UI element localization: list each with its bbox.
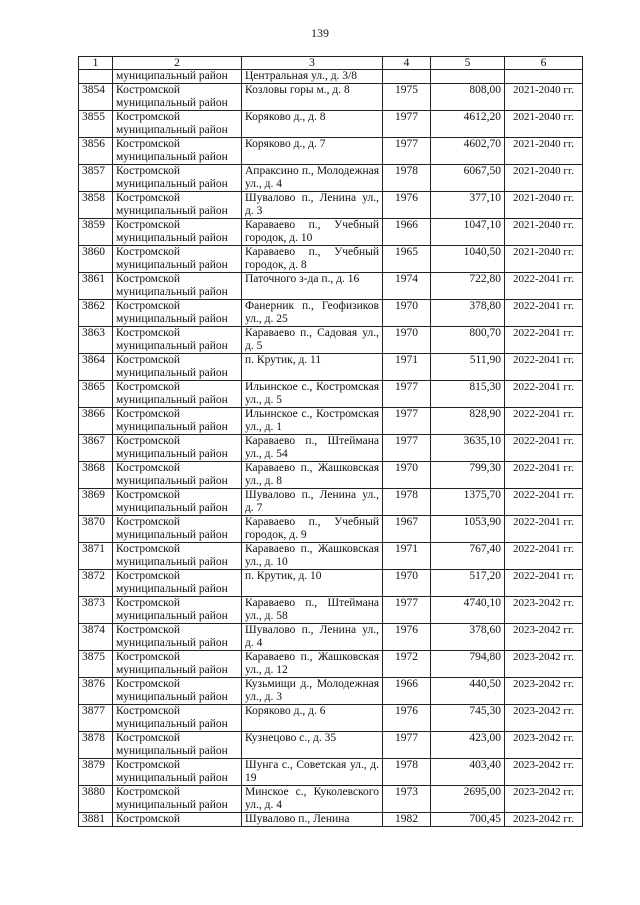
table-row bbox=[79, 705, 583, 732]
cell-number: 3864 bbox=[79, 354, 113, 381]
cell-district: Костромской муниципальный район bbox=[113, 273, 242, 300]
cell-year: 1971 bbox=[383, 543, 431, 570]
cell-period: 2023-2042 гг. bbox=[505, 705, 583, 732]
column-number-row bbox=[79, 57, 583, 70]
cell-address: Коряково д., д. 8 bbox=[242, 111, 383, 138]
cell-area: 2695,00 bbox=[431, 786, 505, 813]
cell-address: Фанерник п., Геофизиков ул., д. 25 bbox=[242, 300, 383, 327]
cell-area: 722,80 bbox=[431, 273, 505, 300]
table-row bbox=[79, 489, 583, 516]
cell-number: 3874 bbox=[79, 624, 113, 651]
cell-address: п. Крутик, д. 11 bbox=[242, 354, 383, 381]
cell-district: Костромской муниципальный район bbox=[113, 732, 242, 759]
cell-period: 2022-2041 гг. bbox=[505, 462, 583, 489]
table-row bbox=[79, 813, 583, 827]
table-row bbox=[79, 84, 583, 111]
cell-period: 2022-2041 гг. bbox=[505, 300, 583, 327]
cell-year: 1976 bbox=[383, 705, 431, 732]
cell-year: 1972 bbox=[383, 651, 431, 678]
cell-address: Караваево п., Жашковская ул., д. 8 bbox=[242, 462, 383, 489]
cell-area: 3635,10 bbox=[431, 435, 505, 462]
cell-period bbox=[505, 70, 583, 84]
column-header-1: 1 bbox=[79, 57, 113, 70]
cell-area: 800,70 bbox=[431, 327, 505, 354]
column-header-6: 6 bbox=[505, 57, 583, 70]
cell-number: 3881 bbox=[79, 813, 113, 827]
cell-address: Караваево п., Жашковская ул., д. 12 bbox=[242, 651, 383, 678]
cell-address: Караваево п., Учебный городок, д. 10 bbox=[242, 219, 383, 246]
cell-district: Костромской муниципальный район bbox=[113, 327, 242, 354]
cell-address: Караваево п., Штеймана ул., д. 58 bbox=[242, 597, 383, 624]
cell-year: 1966 bbox=[383, 678, 431, 705]
table-row bbox=[79, 678, 583, 705]
cell-number: 3854 bbox=[79, 84, 113, 111]
cell-year: 1970 bbox=[383, 300, 431, 327]
cell-district: Костромской муниципальный район bbox=[113, 381, 242, 408]
cell-area: 6067,50 bbox=[431, 165, 505, 192]
cell-year: 1976 bbox=[383, 192, 431, 219]
cell-period: 2023-2042 гг. bbox=[505, 651, 583, 678]
cell-number: 3869 bbox=[79, 489, 113, 516]
table-row bbox=[79, 246, 583, 273]
cell-year: 1975 bbox=[383, 84, 431, 111]
cell-year: 1977 bbox=[383, 408, 431, 435]
cell-address: Центральная ул., д. 3/8 bbox=[242, 70, 383, 84]
cell-address: Коряково д., д. 7 bbox=[242, 138, 383, 165]
cell-year: 1977 bbox=[383, 381, 431, 408]
cell-period: 2023-2042 гг. bbox=[505, 732, 583, 759]
table-row bbox=[79, 111, 583, 138]
cell-number: 3857 bbox=[79, 165, 113, 192]
cell-address: Козловы горы м., д. 8 bbox=[242, 84, 383, 111]
page-number: 139 bbox=[311, 26, 329, 40]
cell-area: 700,45 bbox=[431, 813, 505, 827]
cell-district: Костромской муниципальный район bbox=[113, 462, 242, 489]
cell-area: 815,30 bbox=[431, 381, 505, 408]
cell-period: 2022-2041 гг. bbox=[505, 381, 583, 408]
continuation-row bbox=[79, 70, 583, 84]
cell-address: Минское с., Куколевского ул., д. 4 bbox=[242, 786, 383, 813]
cell-area: 4612,20 bbox=[431, 111, 505, 138]
cell-address: Паточного з-да п., д. 16 bbox=[242, 273, 383, 300]
cell-area: 1047,10 bbox=[431, 219, 505, 246]
cell-district: Костромской муниципальный район bbox=[113, 759, 242, 786]
cell-period: 2023-2042 гг. bbox=[505, 624, 583, 651]
cell-number: 3860 bbox=[79, 246, 113, 273]
cell-number: 3858 bbox=[79, 192, 113, 219]
cell-address: Караваево п., Садовая ул., д. 5 bbox=[242, 327, 383, 354]
cell-number: 3878 bbox=[79, 732, 113, 759]
cell-district: Костромской муниципальный район bbox=[113, 165, 242, 192]
cell-period: 2022-2041 гг. bbox=[505, 408, 583, 435]
cell-period: 2022-2041 гг. bbox=[505, 489, 583, 516]
cell-district: муниципальный район bbox=[113, 70, 242, 84]
cell-period: 2023-2042 гг. bbox=[505, 678, 583, 705]
cell-number: 3877 bbox=[79, 705, 113, 732]
cell-area: 1375,70 bbox=[431, 489, 505, 516]
cell-period: 2022-2041 гг. bbox=[505, 543, 583, 570]
cell-district: Костромской муниципальный район bbox=[113, 786, 242, 813]
table-row bbox=[79, 300, 583, 327]
cell-number: 3871 bbox=[79, 543, 113, 570]
cell-area bbox=[431, 70, 505, 84]
cell-period: 2023-2042 гг. bbox=[505, 813, 583, 827]
cell-period: 2023-2042 гг. bbox=[505, 786, 583, 813]
table-row bbox=[79, 597, 583, 624]
cell-period: 2022-2041 гг. bbox=[505, 570, 583, 597]
cell-district: Костромской муниципальный район bbox=[113, 111, 242, 138]
cell-period: 2023-2042 гг. bbox=[505, 759, 583, 786]
cell-district: Костромской муниципальный район bbox=[113, 300, 242, 327]
cell-number: 3880 bbox=[79, 786, 113, 813]
cell-address: Караваево п., Штеймана ул., д. 54 bbox=[242, 435, 383, 462]
column-header-3: 3 bbox=[242, 57, 383, 70]
cell-number: 3868 bbox=[79, 462, 113, 489]
cell-number: 3856 bbox=[79, 138, 113, 165]
cell-area: 4602,70 bbox=[431, 138, 505, 165]
cell-district: Костромской муниципальный район bbox=[113, 624, 242, 651]
cell-address: Караваево п., Жашковская ул., д. 10 bbox=[242, 543, 383, 570]
table-row bbox=[79, 543, 583, 570]
cell-address: Шувалово п., Ленина ул., д. 4 bbox=[242, 624, 383, 651]
cell-area: 377,10 bbox=[431, 192, 505, 219]
cell-year: 1978 bbox=[383, 489, 431, 516]
cell-area: 378,80 bbox=[431, 300, 505, 327]
cell-area: 4740,10 bbox=[431, 597, 505, 624]
cell-period: 2022-2041 гг. bbox=[505, 327, 583, 354]
cell-address: Коряково д., д. 6 bbox=[242, 705, 383, 732]
cell-area: 511,90 bbox=[431, 354, 505, 381]
cell-year: 1978 bbox=[383, 759, 431, 786]
cell-district: Костромской муниципальный район bbox=[113, 597, 242, 624]
cell-year: 1966 bbox=[383, 219, 431, 246]
cell-district: Костромской муниципальный район bbox=[113, 516, 242, 543]
cell-year: 1965 bbox=[383, 246, 431, 273]
table-row bbox=[79, 759, 583, 786]
cell-year: 1977 bbox=[383, 435, 431, 462]
cell-district: Костромской муниципальный район bbox=[113, 570, 242, 597]
cell-area: 378,60 bbox=[431, 624, 505, 651]
cell-district: Костромской муниципальный район bbox=[113, 489, 242, 516]
table-row bbox=[79, 354, 583, 381]
cell-number: 3866 bbox=[79, 408, 113, 435]
cell-area: 828,90 bbox=[431, 408, 505, 435]
cell-number: 3870 bbox=[79, 516, 113, 543]
cell-period: 2021-2040 гг. bbox=[505, 246, 583, 273]
cell-period: 2022-2041 гг. bbox=[505, 435, 583, 462]
table-row bbox=[79, 273, 583, 300]
cell-address: Караваево п., Учебный городок, д. 8 bbox=[242, 246, 383, 273]
cell-year: 1974 bbox=[383, 273, 431, 300]
cell-year bbox=[383, 70, 431, 84]
cell-period: 2021-2040 гг. bbox=[505, 219, 583, 246]
cell-number: 3875 bbox=[79, 651, 113, 678]
table-row bbox=[79, 435, 583, 462]
table-row bbox=[79, 408, 583, 435]
cell-district: Костромской муниципальный район bbox=[113, 246, 242, 273]
cell-district: Костромской муниципальный район bbox=[113, 543, 242, 570]
cell-number bbox=[79, 70, 113, 84]
cell-number: 3863 bbox=[79, 327, 113, 354]
cell-area: 440,50 bbox=[431, 678, 505, 705]
table-row bbox=[79, 381, 583, 408]
cell-number: 3865 bbox=[79, 381, 113, 408]
cell-district: Костромской муниципальный район bbox=[113, 219, 242, 246]
cell-area: 808,00 bbox=[431, 84, 505, 111]
column-header-2: 2 bbox=[113, 57, 242, 70]
cell-number: 3873 bbox=[79, 597, 113, 624]
cell-year: 1977 bbox=[383, 597, 431, 624]
cell-district: Костромской муниципальный район bbox=[113, 678, 242, 705]
cell-year: 1970 bbox=[383, 327, 431, 354]
table-row bbox=[79, 327, 583, 354]
cell-address: Караваево п., Учебный городок, д. 9 bbox=[242, 516, 383, 543]
cell-district: Костромской муниципальный район bbox=[113, 354, 242, 381]
column-header-5: 5 bbox=[431, 57, 505, 70]
cell-number: 3862 bbox=[79, 300, 113, 327]
column-header-4: 4 bbox=[383, 57, 431, 70]
cell-year: 1973 bbox=[383, 786, 431, 813]
cell-address: Апраксино п., Молодежная ул., д. 4 bbox=[242, 165, 383, 192]
cell-number: 3872 bbox=[79, 570, 113, 597]
cell-area: 1040,50 bbox=[431, 246, 505, 273]
table-row bbox=[79, 516, 583, 543]
cell-address: Шувалово п., Ленина bbox=[242, 813, 383, 827]
cell-area: 403,40 bbox=[431, 759, 505, 786]
cell-year: 1977 bbox=[383, 138, 431, 165]
table-row bbox=[79, 138, 583, 165]
cell-period: 2022-2041 гг. bbox=[505, 273, 583, 300]
cell-district: Костромской муниципальный район bbox=[113, 138, 242, 165]
cell-period: 2023-2042 гг. bbox=[505, 597, 583, 624]
cell-number: 3859 bbox=[79, 219, 113, 246]
cell-period: 2022-2041 гг. bbox=[505, 354, 583, 381]
table-row bbox=[79, 732, 583, 759]
cell-address: Ильинское с., Костромская ул., д. 1 bbox=[242, 408, 383, 435]
cell-area: 794,80 bbox=[431, 651, 505, 678]
cell-year: 1978 bbox=[383, 165, 431, 192]
cell-period: 2022-2041 гг. bbox=[505, 516, 583, 543]
cell-year: 1977 bbox=[383, 732, 431, 759]
cell-area: 423,00 bbox=[431, 732, 505, 759]
cell-period: 2021-2040 гг. bbox=[505, 192, 583, 219]
cell-period: 2021-2040 гг. bbox=[505, 165, 583, 192]
cell-address: Кузьмищи д., Молодежная ул., д. 3 bbox=[242, 678, 383, 705]
housing-registry-table bbox=[78, 56, 583, 827]
table-row bbox=[79, 462, 583, 489]
cell-area: 799,30 bbox=[431, 462, 505, 489]
cell-address: п. Крутик, д. 10 bbox=[242, 570, 383, 597]
cell-number: 3867 bbox=[79, 435, 113, 462]
cell-period: 2021-2040 гг. bbox=[505, 111, 583, 138]
cell-district: Костромской муниципальный район bbox=[113, 705, 242, 732]
table-row bbox=[79, 219, 583, 246]
table-row bbox=[79, 192, 583, 219]
cell-period: 2021-2040 гг. bbox=[505, 138, 583, 165]
cell-address: Шунга с., Советская ул., д. 19 bbox=[242, 759, 383, 786]
cell-year: 1976 bbox=[383, 624, 431, 651]
table-row bbox=[79, 624, 583, 651]
cell-district: Костромской муниципальный район bbox=[113, 408, 242, 435]
table-row bbox=[79, 165, 583, 192]
cell-year: 1982 bbox=[383, 813, 431, 827]
cell-number: 3879 bbox=[79, 759, 113, 786]
cell-number: 3876 bbox=[79, 678, 113, 705]
cell-number: 3855 bbox=[79, 111, 113, 138]
cell-district: Костромской муниципальный район bbox=[113, 84, 242, 111]
cell-year: 1970 bbox=[383, 570, 431, 597]
cell-number: 3861 bbox=[79, 273, 113, 300]
cell-district: Костромской муниципальный район bbox=[113, 435, 242, 462]
cell-period: 2021-2040 гг. bbox=[505, 84, 583, 111]
cell-address: Кузнецово с., д. 35 bbox=[242, 732, 383, 759]
cell-area: 745,30 bbox=[431, 705, 505, 732]
cell-district: Костромской муниципальный район bbox=[113, 192, 242, 219]
cell-year: 1970 bbox=[383, 462, 431, 489]
cell-district: Костромской bbox=[113, 813, 242, 827]
cell-area: 517,20 bbox=[431, 570, 505, 597]
cell-address: Шувалово п., Ленина ул., д. 7 bbox=[242, 489, 383, 516]
cell-area: 767,40 bbox=[431, 543, 505, 570]
table-row bbox=[79, 570, 583, 597]
cell-year: 1967 bbox=[383, 516, 431, 543]
table-row bbox=[79, 651, 583, 678]
cell-year: 1977 bbox=[383, 111, 431, 138]
cell-area: 1053,90 bbox=[431, 516, 505, 543]
cell-address: Шувалово п., Ленина ул., д. 3 bbox=[242, 192, 383, 219]
table-row bbox=[79, 786, 583, 813]
cell-district: Костромской муниципальный район bbox=[113, 651, 242, 678]
cell-year: 1971 bbox=[383, 354, 431, 381]
cell-address: Ильинское с., Костромская ул., д. 5 bbox=[242, 381, 383, 408]
